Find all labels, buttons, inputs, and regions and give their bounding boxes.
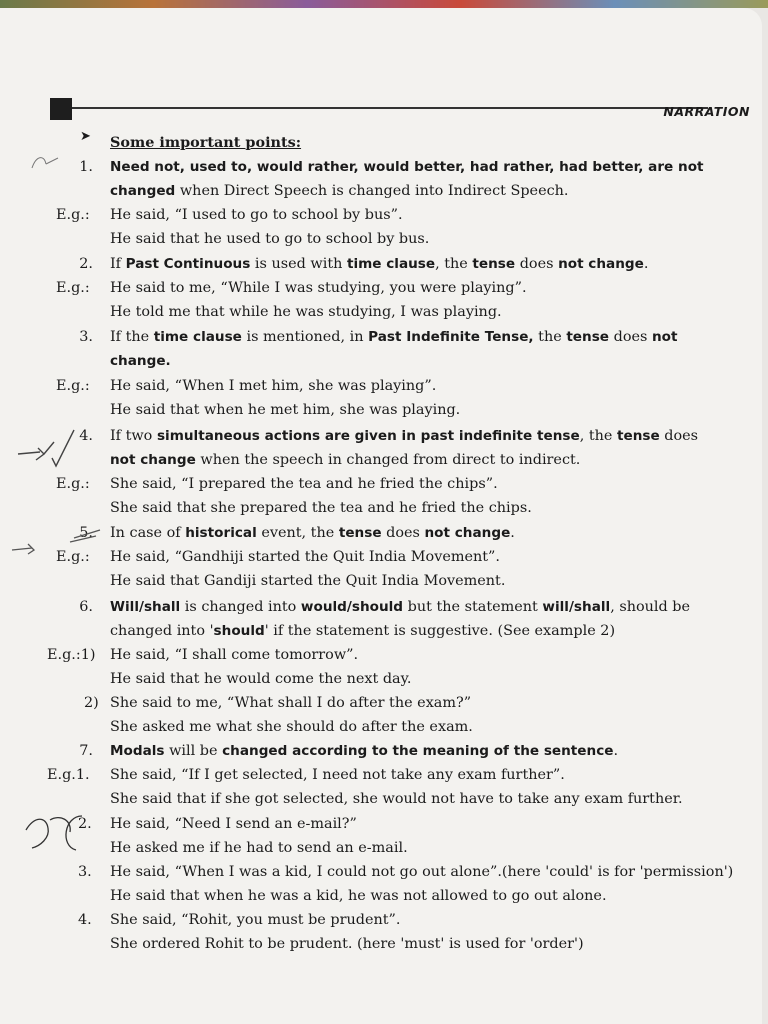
text-line: She ordered Rohit to be prudent. (here 'must' is used for 'order') <box>110 936 584 952</box>
example-label: 3. <box>78 864 92 880</box>
text-line: He said, “When I was a kid, I could not go out alone”.(here 'could' is for 'permission') <box>110 864 734 880</box>
example-label: 2. <box>78 816 92 832</box>
text-line: Modals will be changed according to the meaning of the sentence. <box>110 743 619 759</box>
header-title: NARRATION <box>663 104 750 119</box>
text-line: He said, “Need I send an e-mail?” <box>110 816 357 832</box>
text-line: In case of historical event, the tense does not change. <box>110 525 515 541</box>
header-rule <box>72 107 708 109</box>
point-number: 6. <box>79 599 93 615</box>
text-line: She said that if she got selected, she would not have to take any exam further. <box>110 791 683 807</box>
example-label: 4. <box>78 912 92 928</box>
point-number: 1. <box>79 159 93 175</box>
point-number: 4. <box>79 428 93 444</box>
text-line: He said that he would come the next day. <box>110 671 412 687</box>
text-line: If two simultaneous actions are given in past indefinite tense, the tense does <box>110 428 699 444</box>
text-line: Will/shall is changed into would/should but the statement will/shall, should be <box>110 599 691 615</box>
text-line: If the time clause is mentioned, in Past Indefinite Tense, the tense does not <box>110 329 678 345</box>
text-line: He said, “I shall come tomorrow”. <box>110 647 359 663</box>
page-edge <box>0 0 768 8</box>
text-line: She said that she prepared the tea and he fried the chips. <box>110 500 532 516</box>
text-line: He said that when he was a kid, he was not allowed to go out alone. <box>110 888 607 904</box>
text-line: He said, “When I met him, she was playing”. <box>110 378 437 394</box>
example-label: E.g.: <box>56 549 90 565</box>
example-label: E.g.: <box>56 476 90 492</box>
text-line: She said, “I prepared the tea and he fried the chips”. <box>110 476 498 492</box>
text-line: He told me that while he was studying, I was playing. <box>110 304 502 320</box>
text-line: Need not, used to, would rather, would better, had rather, had better, are not <box>110 159 704 175</box>
text-line: He said that when he met him, she was playing. <box>110 402 461 418</box>
text-line: She said, “If I get selected, I need not take any exam further”. <box>110 767 565 783</box>
point-number: 5. <box>79 525 93 541</box>
text-line: He said that Gandiji started the Quit India Movement. <box>110 573 506 589</box>
text-line: changed when Direct Speech is changed into Indirect Speech. <box>110 183 569 199</box>
text-line: If Past Continuous is used with time clause, the tense does not change. <box>110 256 649 272</box>
example-label: 2) <box>84 695 99 711</box>
bullet-arrow-icon: ➤ <box>80 129 91 144</box>
text-line: She asked me what she should do after the exam. <box>110 719 473 735</box>
point-number: 7. <box>79 743 93 759</box>
text-line: She said to me, “What shall I do after the exam?” <box>110 695 472 711</box>
page-header <box>50 98 750 124</box>
text-line: He asked me if he had to send an e-mail. <box>110 840 408 856</box>
example-label: E.g.: <box>56 207 90 223</box>
section-heading: Some important points: <box>110 134 302 151</box>
example-label: E.g.1. <box>47 767 90 783</box>
text-line: change. <box>110 353 171 369</box>
text-line: He said, “I used to go to school by bus”. <box>110 207 403 223</box>
example-label: E.g.:1) <box>47 647 96 663</box>
text-line: He said that he used to go to school by bus. <box>110 231 430 247</box>
text-line: He said to me, “While I was studying, you were playing”. <box>110 280 527 296</box>
example-label: E.g.: <box>56 280 90 296</box>
text-line: He said, “Gandhiji started the Quit India Movement”. <box>110 549 500 565</box>
point-number: 2. <box>79 256 93 272</box>
text-line: not change when the speech in changed from direct to indirect. <box>110 452 581 468</box>
example-label: E.g.: <box>56 378 90 394</box>
text-line: She said, “Rohit, you must be prudent”. <box>110 912 401 928</box>
header-square <box>50 98 72 120</box>
text-line: changed into 'should' if the statement is suggestive. (See example 2) <box>110 623 616 639</box>
point-number: 3. <box>79 329 93 345</box>
